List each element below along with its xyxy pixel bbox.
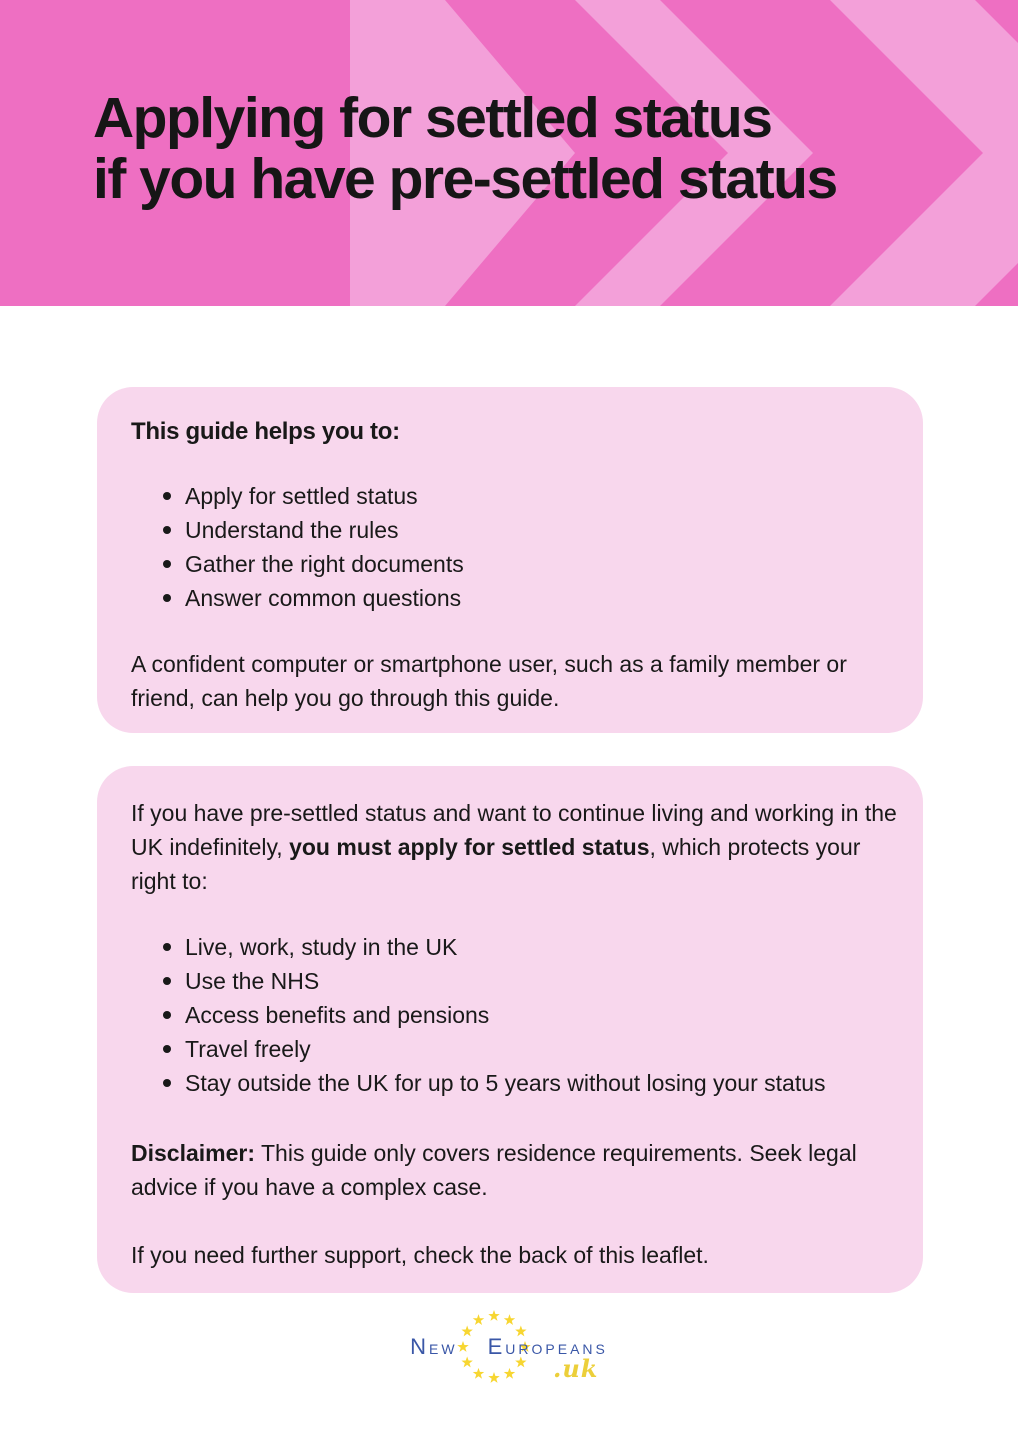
list-item-label: Use the NHS <box>185 968 320 994</box>
status-intro-post: , which protects your right to: <box>131 834 861 894</box>
disclaimer-body: This guide only covers residence requirements. Seek legal advice if you have a complex case. <box>131 1140 857 1200</box>
list-item-label: Understand the rules <box>185 517 399 543</box>
bullet-dot-icon <box>163 1045 171 1053</box>
bullet-dot-icon <box>163 977 171 985</box>
list-item-label: Answer common questions <box>185 585 462 611</box>
disclaimer-label: Disclaimer: <box>131 1140 256 1166</box>
list-item-label: Stay outside the UK for up to 5 years without losing your status <box>185 1070 826 1096</box>
page-title <box>93 88 837 210</box>
list-item <box>163 479 899 513</box>
list-item-label: Live, work, study in the UK <box>185 934 458 960</box>
settled-status-box <box>97 766 923 1293</box>
page-title-line2: if you have pre-settled status <box>93 147 837 211</box>
chevron-shape-3 <box>830 0 1018 306</box>
list-item <box>163 930 899 964</box>
logo-inner <box>0 1292 1018 1402</box>
bullet-dot-icon <box>163 526 171 534</box>
status-intro <box>131 796 899 898</box>
status-intro-pre: If you have pre-settled status and want to continue living and working in the UK indefinitely, <box>131 800 897 860</box>
logo-word-europeans: EUROPEANS <box>487 1334 608 1359</box>
guide-help-box <box>97 387 923 733</box>
list-item <box>163 547 899 581</box>
header-banner <box>0 0 1018 306</box>
new-europeans-logo <box>0 1292 1018 1402</box>
page-title-line1: Applying for settled status <box>93 86 772 150</box>
bullet-dot-icon <box>163 560 171 568</box>
list-item <box>163 1032 899 1066</box>
list-item <box>163 964 899 998</box>
bullet-dot-icon <box>163 492 171 500</box>
list-item-label: Apply for settled status <box>185 483 418 509</box>
list-item-label: Gather the right documents <box>185 551 464 577</box>
list-item-label: Access benefits and pensions <box>185 1002 490 1028</box>
support-note: If you need further support, check the back of this leaflet. <box>131 1242 709 1268</box>
list-item-label: Travel freely <box>185 1036 311 1062</box>
bullet-dot-icon <box>163 943 171 951</box>
logo-uk-suffix: .uk <box>553 1354 599 1383</box>
logo-word-new: NEW <box>410 1334 458 1359</box>
status-intro-bold: you must apply for settled status <box>289 834 650 860</box>
list-item <box>163 581 899 615</box>
list-item <box>163 998 899 1032</box>
bullet-dot-icon <box>163 1011 171 1019</box>
guide-box-heading: This guide helps you to: <box>131 418 400 445</box>
list-item <box>163 1066 899 1100</box>
disclaimer-text <box>131 1136 899 1204</box>
rights-bullet-list <box>131 930 899 1100</box>
guide-bullet-list <box>131 479 899 615</box>
list-item <box>163 513 899 547</box>
helper-note: A confident computer or smartphone user, such as a family member or friend, can help you go through this guide. <box>131 651 847 711</box>
bullet-dot-icon <box>163 1079 171 1087</box>
bullet-dot-icon <box>163 594 171 602</box>
